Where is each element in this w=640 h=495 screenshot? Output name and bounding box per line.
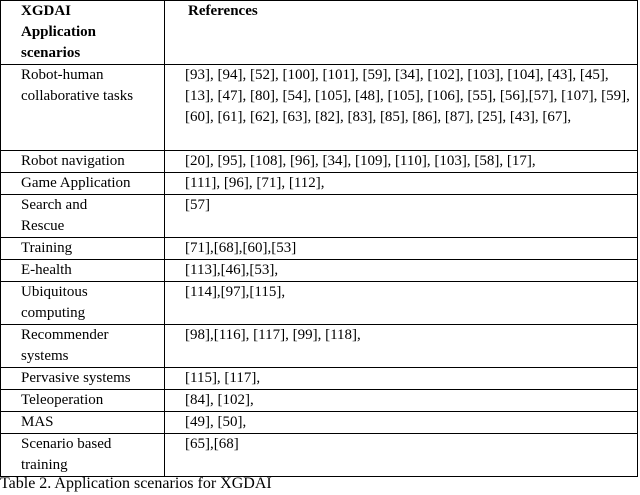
table-row <box>1 260 638 282</box>
table-row <box>1 238 638 260</box>
references-cell: [115], [117], <box>165 368 638 390</box>
scenario-cell: Game Application <box>1 173 165 195</box>
references-cell: [65],[68] <box>165 434 638 477</box>
references-cell: [93], [94], [52], [100], [101], [59], [34], [102], [103], [104], [43], [45], [13], [47], [80], [54], [105], [48], [105], [106], [55], [56],[57], [107], [59], [60], [61], [62], [63], [82], [83], [85], [86], [87], [25], [43], [67], <box>165 65 638 151</box>
scenario-cell: Teleoperation <box>1 390 165 412</box>
scenario-cell: MAS <box>1 412 165 434</box>
references-cell: [113],[46],[53], <box>165 260 638 282</box>
scenario-cell: Recommender systems <box>1 325 165 368</box>
header-scenario: XGDAI Application scenarios <box>1 1 165 65</box>
scenario-cell: E-health <box>1 260 165 282</box>
scenario-cell: Pervasive systems <box>1 368 165 390</box>
scenario-cell: Training <box>1 238 165 260</box>
table-row <box>1 151 638 173</box>
table-row <box>1 368 638 390</box>
scenario-cell: Ubiquitous computing <box>1 282 165 325</box>
table-caption: Table 2. Application scenarios for XGDAI <box>0 475 272 492</box>
table-header-row <box>1 1 638 65</box>
scenario-cell: Scenario based training <box>1 434 165 477</box>
references-cell: [20], [95], [108], [96], [34], [109], [110], [103], [58], [17], <box>165 151 638 173</box>
header-references: References <box>165 1 638 65</box>
table-row <box>1 325 638 368</box>
table-row <box>1 65 638 151</box>
scenario-cell: Robot-human collaborative tasks <box>1 65 165 151</box>
table-row <box>1 412 638 434</box>
table-row <box>1 390 638 412</box>
table-row <box>1 173 638 195</box>
table-row <box>1 195 638 238</box>
references-cell: [114],[97],[115], <box>165 282 638 325</box>
references-cell: [84], [102], <box>165 390 638 412</box>
references-cell: [71],[68],[60],[53] <box>165 238 638 260</box>
references-cell: [49], [50], <box>165 412 638 434</box>
scenario-cell: Search and Rescue <box>1 195 165 238</box>
scenario-cell: Robot navigation <box>1 151 165 173</box>
references-cell: [111], [96], [71], [112], <box>165 173 638 195</box>
table-row <box>1 434 638 477</box>
references-cell: [57] <box>165 195 638 238</box>
table-row <box>1 282 638 325</box>
references-cell: [98],[116], [117], [99], [118], <box>165 325 638 368</box>
